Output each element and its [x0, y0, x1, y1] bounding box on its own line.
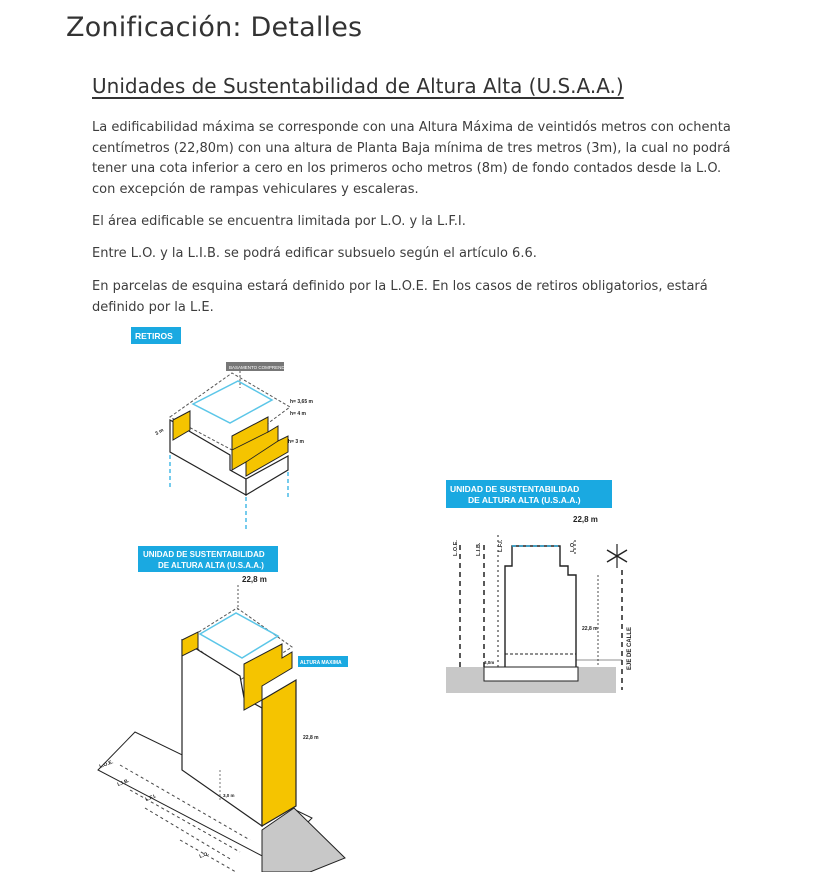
svg-text:DE ALTURA ALTA (U.S.A.A.): DE ALTURA ALTA (U.S.A.A.) — [158, 561, 264, 570]
svg-text:RETIROS: RETIROS — [135, 331, 173, 341]
svg-text:L.F.I.: L.F.I. — [498, 539, 504, 552]
svg-text:L.I.B.: L.I.B. — [116, 778, 131, 788]
svg-text:3,0m: 3,0m — [484, 660, 495, 665]
svg-text:22,8 m: 22,8 m — [242, 575, 267, 584]
svg-text:BASAMENTO COMPRENDIDO: BASAMENTO COMPRENDIDO — [229, 365, 293, 370]
paragraph-area-edificable: El área edificable se encuentra limitada por L.O. y la L.F.I. — [92, 214, 466, 229]
paragraph-esquina: En parcelas de esquina estará definido por la L.O.E. En los casos de retiros obligatorios, estará definido por la L.E. — [92, 279, 708, 315]
svg-text:DE ALTURA ALTA (U.S.A.A.): DE ALTURA ALTA (U.S.A.A.) — [468, 495, 581, 505]
paragraph-edificabilidad: La edificabilidad máxima se corresponde con una Altura Máxima de veintidós metros con ochenta centímetros (22,80m) con una altura de Planta Baja mínima de tres metros (3m), la cual no podrá tener una cota inferior a cero en los primeros ocho metros (8m) de fondo contados desde la L.O. con excepción de rampas vehiculares y escaleras. — [92, 120, 731, 197]
section-title: Unidades de Sustentabilidad de Altura Alta (U.S.A.A.) — [92, 74, 624, 98]
svg-text:L.O.E.: L.O.E. — [98, 759, 115, 770]
svg-text:h= 3,65 m: h= 3,65 m — [290, 399, 313, 405]
svg-text:22,8 m: 22,8 m — [303, 735, 319, 741]
svg-text:EJE DE CALLE: EJE DE CALLE — [627, 626, 633, 670]
svg-text:22,8 m: 22,8 m — [573, 515, 598, 524]
svg-text:L.O.: L.O. — [570, 541, 576, 552]
svg-text:L.I.B.: L.I.B. — [476, 542, 482, 556]
usaa-iso-tag — [138, 546, 278, 610]
svg-text:3 m: 3 m — [154, 427, 165, 437]
retiros-isometric-diagram — [154, 373, 313, 532]
svg-text:UNIDAD DE SUSTENTABILIDAD: UNIDAD DE SUSTENTABILIDAD — [143, 550, 265, 559]
svg-text:ALTURA MAXIMA: ALTURA MAXIMA — [300, 660, 342, 666]
svg-text:3,0 m: 3,0 m — [223, 793, 235, 798]
svg-text:L.F.I.: L.F.I. — [144, 793, 158, 803]
svg-text:h= 4 m: h= 4 m — [290, 411, 306, 417]
svg-text:22,8 m: 22,8 m — [582, 626, 598, 632]
usaa-isometric-diagram — [98, 608, 348, 872]
usaa-section-diagram — [446, 535, 633, 693]
retiros-tag — [131, 327, 181, 344]
svg-text:L.O.E.: L.O.E. — [453, 540, 459, 556]
usaa-section-tag — [446, 480, 612, 524]
page-title: Zonificación: Detalles — [66, 12, 363, 43]
svg-text:h= 3 m: h= 3 m — [288, 439, 304, 445]
paragraph-subsuelo: Entre L.O. y la L.I.B. se podrá edificar subsuelo según el artículo 6.6. — [92, 246, 537, 261]
svg-text:UNIDAD DE SUSTENTABILIDAD: UNIDAD DE SUSTENTABILIDAD — [450, 484, 580, 494]
svg-text:L.O.: L.O. — [198, 850, 210, 860]
